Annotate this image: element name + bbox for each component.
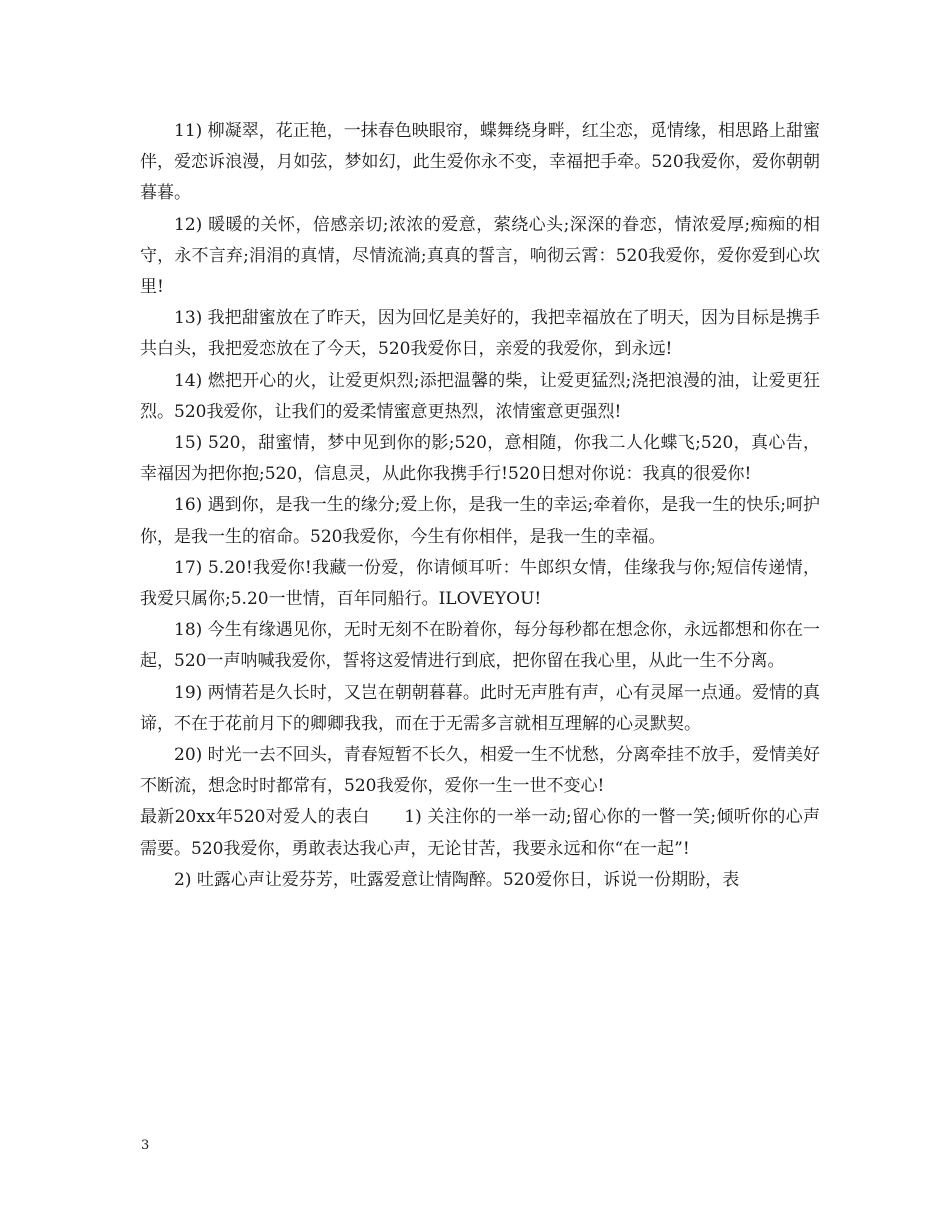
paragraph-19: 19) 两情若是久长时，又岂在朝朝暮暮。此时无声胜有声，心有灵犀一点通。爱情的真谛，不在于花前月下的卿卿我我，而在于无需多言就相互理解的心灵默契。 [140, 682, 820, 734]
paragraph-13: 13) 我把甜蜜放在了昨天，因为回忆是美好的，我把幸福放在了明天，因为目标是携手共白头，我把爱恋放在了今天，520我爱你日，亲爱的我爱你，到永远! [140, 308, 820, 360]
paragraph-16: 16) 遇到你，是我一生的缘分;爱上你，是我一生的幸运;牵着你，是我一生的快乐;呵护你，是我一生的宿命。520我爱你，今生有你相伴，是我一生的幸福。 [140, 495, 820, 547]
paragraph-2: 2) 吐露心声让爱芬芳，吐露爱意让情陶醉。520爱你日，诉说一份期盼，表 [174, 869, 740, 890]
paragraph-14: 14) 燃把开心的火，让爱更炽烈;添把温馨的柴，让爱更猛烈;浇把浪漫的油，让爱更狂烈。520我爱你，让我们的爱柔情蜜意更热烈，浓情蜜意更强烈! [140, 370, 820, 422]
paragraph-17: 17) 5.20!我爱你!我藏一份爱，你请倾耳听：牛郎织女情，佳缘我与你;短信传递情，我爱只属你;5.20一世情，百年同船行。ILOVEYOU! [140, 557, 820, 610]
paragraph-15: 15) 520，甜蜜情，梦中见到你的影;520，意相随，你我二人化蝶飞;520，真心告，幸福因为把你抱;520，信息灵，从此你我携手行!520日想对你说：我真的很爱你! [140, 433, 820, 485]
page-number: 3 [141, 1138, 150, 1153]
section-heading-paragraph: 最新20xx年520对爱人的表白 1) 关注你的一举一动;留心你的一瞥一笑;倾听你的心声需要。520我爱你，勇敢表达我心声，无论甘苦，我要永远和你“在一起”! [140, 807, 820, 859]
document-body [140, 116, 820, 896]
paragraph-20: 20) 时光一去不回头，青春短暂不长久，相爱一生不忧愁，分离牵挂不放手，爱情美好不断流，想念时时都常有，520我爱你，爱你一生一世不变心! [140, 745, 820, 797]
paragraph-12: 12) 暖暖的关怀，倍感亲切;浓浓的爱意，萦绕心头;深深的眷恋，情浓爱厚;痴痴的相守，永不言弃;涓涓的真情，尽情流淌;真真的誓言，响彻云霄：520我爱你，爱你爱到心坎里! [140, 214, 820, 298]
paragraph-18: 18) 今生有缘遇见你，无时无刻不在盼着你，每分每秒都在想念你，永远都想和你在一起，520一声呐喊我爱你，誓将这爱情进行到底，把你留在我心里，从此一生不分离。 [140, 620, 820, 672]
paragraph-11: 11) 柳凝翠，花正艳，一抹春色映眼帘，蝶舞绕身畔，红尘恋，觅情缘，相思路上甜蜜伴，爱恋诉浪漫，月如弦，梦如幻，此生爱你永不变，幸福把手牵。520我爱你，爱你朝朝暮暮。 [140, 121, 820, 204]
